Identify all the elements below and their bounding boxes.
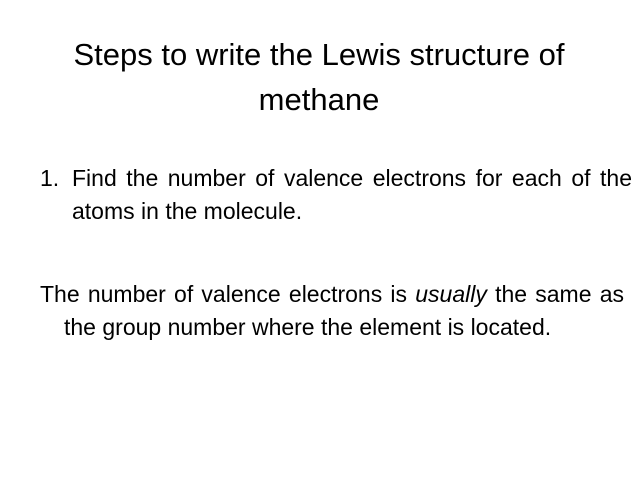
slide-title-line-1: Steps to write the Lewis structure of <box>73 37 565 72</box>
step-1-number: 1. <box>40 165 60 191</box>
valence-note-emphasis: usually <box>415 281 487 307</box>
valence-note-text-end: the same as the group number where the element is located. <box>64 281 624 340</box>
slide-title-line-2: methane <box>258 82 380 117</box>
step-1-text: Find the number of valence electrons for each of the atoms in the molecule. <box>72 165 632 224</box>
slide-title <box>40 32 598 122</box>
valence-note-text-start: The number of valence electrons is <box>40 281 416 307</box>
valence-note <box>40 278 624 344</box>
step-1-item <box>40 162 632 228</box>
